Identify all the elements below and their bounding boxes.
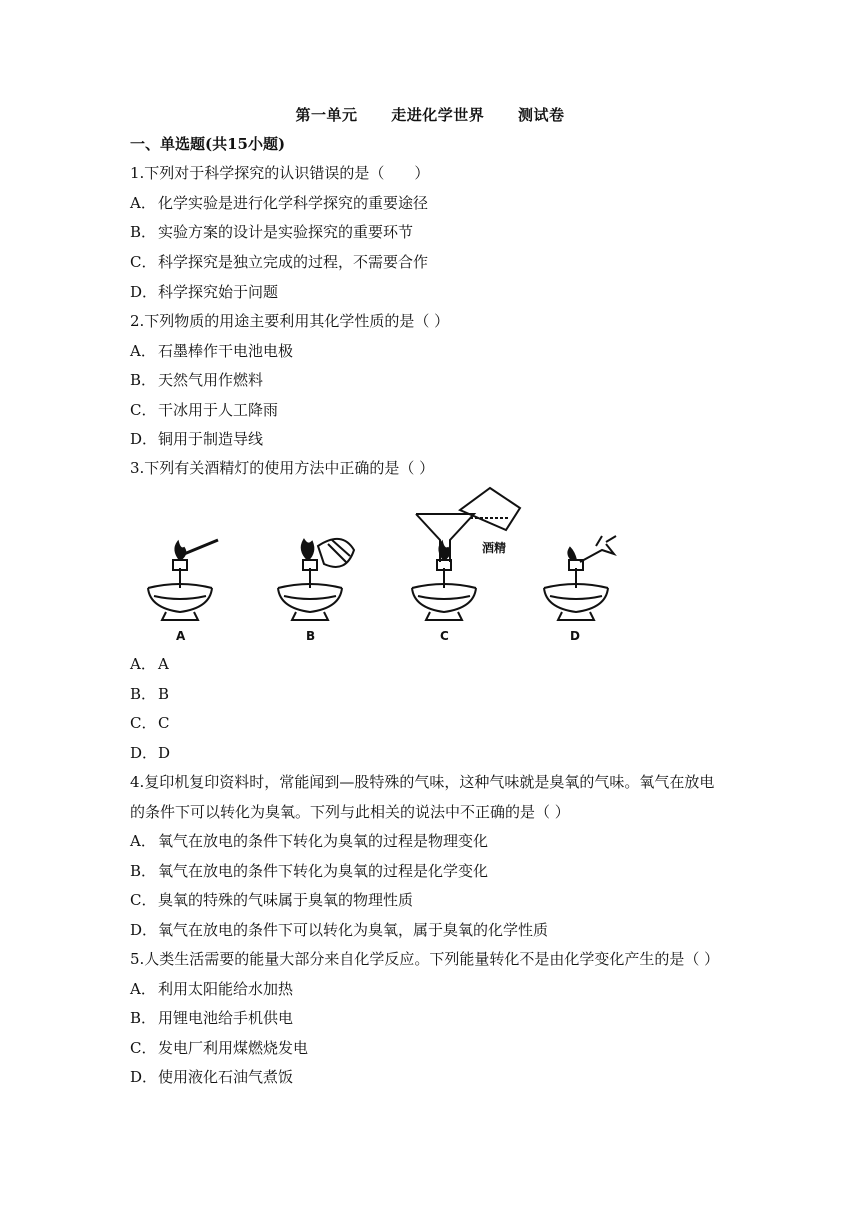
question-2-stem: 2.下列物质的用途主要利用其化学性质的是（ ） bbox=[130, 312, 450, 330]
q2-option-b: B． 天然气用作燃料 bbox=[130, 371, 264, 389]
q2-option-c: C． 干冰用于人工降雨 bbox=[130, 401, 279, 419]
question-1-stem: 1.下列对于科学探究的认识错误的是（ ） bbox=[130, 164, 430, 182]
title-test: 测试卷 bbox=[517, 106, 565, 124]
figure-label-c: C bbox=[440, 629, 449, 643]
q3-option-b: B． B bbox=[130, 685, 170, 703]
q5-option-b: B． 用锂电池给手机供电 bbox=[130, 1009, 294, 1027]
question-3-stem: 3.下列有关酒精灯的使用方法中正确的是（ ） bbox=[130, 459, 435, 477]
figure-label-b: B bbox=[306, 629, 316, 643]
q4-option-d: D．氧气在放电的条件下可以转化为臭氧，属于臭氧的化学性质 bbox=[130, 921, 549, 939]
q3-option-a: A． A bbox=[130, 655, 169, 673]
lamp-a-illustration bbox=[148, 540, 218, 620]
page-title bbox=[0, 104, 860, 125]
lamp-c-illustration bbox=[412, 488, 520, 620]
figure-label-d: D bbox=[570, 629, 580, 643]
q4-option-a: A． 氧气在放电的条件下转化为臭氧的过程是物理变化 bbox=[130, 832, 489, 850]
lamp-b-illustration bbox=[278, 539, 354, 620]
alcohol-lamp-figure bbox=[140, 484, 660, 644]
q2-option-a: A． 石墨棒作干电池电极 bbox=[130, 342, 294, 360]
q4-option-b: B． 氧气在放电的条件下转化为臭氧的过程是化学变化 bbox=[130, 862, 489, 880]
question-4-stem-continued: 的条件下可以转化为臭氧。下列与此相关的说法中不正确的是（ ） bbox=[130, 803, 570, 821]
q2-option-d: D．铜用于制造导线 bbox=[130, 430, 264, 448]
q1-option-d: D．科学探究始于问题 bbox=[130, 283, 279, 301]
lamp-d-illustration bbox=[544, 536, 616, 620]
q5-option-c: C． 发电厂利用煤燃烧发电 bbox=[130, 1039, 309, 1057]
title-topic: 走进化学世界 bbox=[391, 106, 485, 124]
figure-label-a: A bbox=[176, 629, 186, 643]
q3-option-c: C． C bbox=[130, 714, 170, 732]
q4-option-c: C． 臭氧的特殊的气味属于臭氧的物理性质 bbox=[130, 891, 414, 909]
title-unit: 第一单元 bbox=[295, 106, 358, 124]
q1-option-c: C． 科学探究是独立完成的过程，不需要合作 bbox=[130, 253, 429, 271]
q1-option-a: A． 化学实验是进行化学科学探究的重要途径 bbox=[130, 194, 429, 212]
q1-option-b: B． 实验方案的设计是实验探究的重要环节 bbox=[130, 223, 414, 241]
funnel-label: 酒精 bbox=[482, 541, 507, 555]
q3-option-d: D．D bbox=[130, 744, 171, 762]
q5-option-d: D．使用液化石油气煮饭 bbox=[130, 1068, 294, 1086]
question-5-stem: 5.人类生活需要的能量大部分来自化学反应。下列能量转化不是由化学变化产生的是（ ） bbox=[130, 950, 720, 968]
q5-option-a: A． 利用太阳能给水加热 bbox=[130, 980, 294, 998]
question-4-stem: 4.复印机复印资料时，常能闻到—股特殊的气味，这种气味就是臭氧的气味。氧气在放电 bbox=[130, 773, 715, 791]
section-heading: 一、单选题(共15小题) bbox=[130, 135, 286, 153]
